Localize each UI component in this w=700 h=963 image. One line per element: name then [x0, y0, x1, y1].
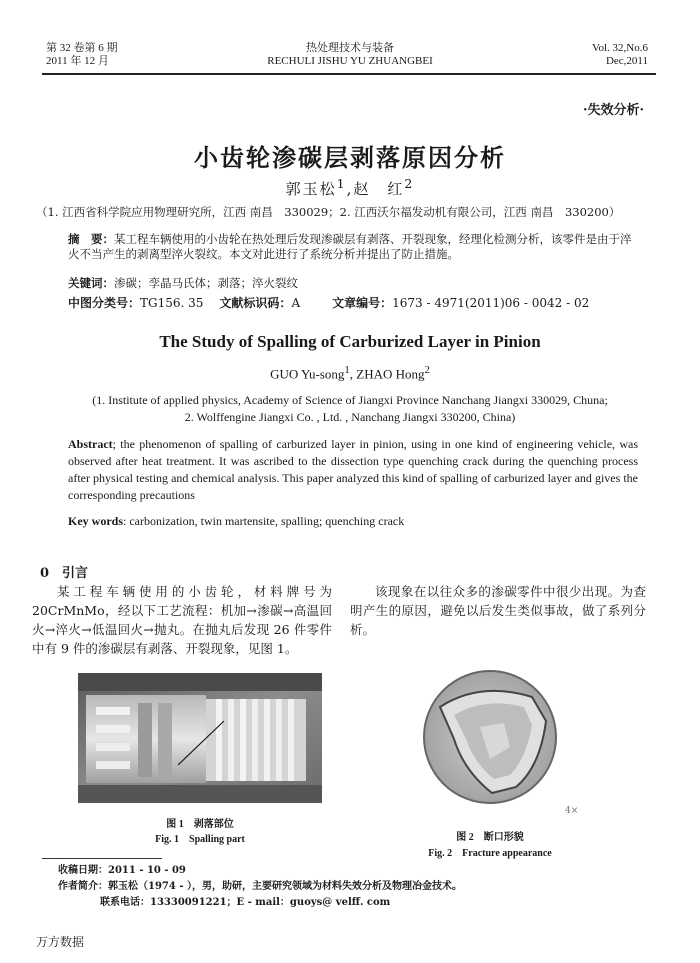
- figure-2-caption-cn: 图 2 断口形貌: [456, 832, 524, 843]
- figure-2-photo: [420, 667, 560, 807]
- abstract-cn: [68, 232, 638, 262]
- affiliation-cn: （1. 江西省科学院应用物理研究所，江西 南昌 330029；2. 江西沃尔福发动机有限公司，江西 南昌 330200）: [36, 205, 621, 219]
- author-1-affil-mark: 1: [336, 176, 347, 191]
- author-2-en-affil-mark: 2: [424, 364, 430, 376]
- journal-name-cn: 热处理技术与装备: [306, 42, 394, 54]
- abstract-en-text: ; the phenomenon of spalling of carburized layer in pinion, using in one kind of engineering vehicle, was observed after heat treatment. It was ascribed to the dissection type quenching crack during the quenching process after physical testing and chemical analysis. This paper analyzed this kind of spalling of carburized layer and gives the corresponding precautions: [68, 437, 638, 502]
- classification-line: [68, 294, 589, 311]
- author-2-cn: 赵 红: [353, 180, 405, 198]
- received-date: 2011 - 10 - 09: [108, 865, 186, 876]
- figure-1-photo: [78, 673, 322, 803]
- article-no-value: 1673 - 4971(2011)06 - 0042 - 02: [392, 296, 590, 310]
- affiliation-en-line1: (1. Institute of applied physics, Academy of Science of Jiangxi Province Nanchang Jiangxi 330029, Chuna;: [92, 393, 608, 407]
- header-divider: [42, 73, 656, 75]
- clc-value: TG156. 35: [140, 296, 204, 310]
- affiliation-en: [0, 392, 700, 426]
- figure-1-caption-cn: 图 1 剥落部位: [166, 819, 234, 830]
- paper-title-cn: 小齿轮渗碳层剥落原因分析: [194, 143, 506, 172]
- section-tag: ·失效分析·: [582, 103, 644, 118]
- author-separator: ,: [346, 180, 354, 198]
- keywords-cn-text: 渗碳；孪晶马氏体；剥落；淬火裂纹: [114, 276, 298, 290]
- authors-cn: [0, 176, 700, 199]
- abstract-cn-label: 摘 要：: [68, 232, 114, 246]
- footnote-contact: 联系电话：13330091221；E - mail：guoys@ velff. com: [100, 897, 391, 908]
- doc-code-value: A: [291, 296, 301, 310]
- affiliation-en-line2: 2. Wolffengine Jiangxi Co. , Ltd. , Nanchang Jiangxi 330200, China): [184, 410, 516, 424]
- author-en-separator: ,: [349, 366, 357, 382]
- author-1-en: GUO Yu-song: [270, 366, 345, 382]
- abstract-en: [68, 436, 638, 504]
- author-2-en: ZHAO Hong: [356, 366, 425, 382]
- article-no-label: 文章编号：: [332, 296, 393, 310]
- intro-paragraph-left: 某工程车辆使用的小齿轮，材料牌号为20CrMnMo，经以下工艺流程：机加→渗碳→高温回火→淬火→低温回火→抛丸。在抛丸后发现 26 件零件中有 9 件的渗碳层有剥落、开裂现象，见图 1。: [32, 584, 332, 656]
- intro-paragraph-right: 该现象在以往众多的渗碳零件中很少出现。为查明产生的原因，避免以后发生类似事故，做了系列分析。: [350, 584, 646, 637]
- abstract-cn-text: 某工程车辆使用的小齿轮在热处理后发现渗碳层有剥落、开裂现象，经理化检测分析，该零件是由于淬火不当产生的剥离型淬火裂纹。本文对此进行了系统分析并提出了防止措施。: [68, 232, 632, 261]
- author-1-cn: 郭玉松: [285, 180, 337, 198]
- bio-text: 郭玉松（1974 - ），男，助研，主要研究领域为材料失效分析及物理冶金技术。: [108, 881, 462, 892]
- abstract-en-label: Abstract: [68, 437, 113, 451]
- pinion-spalling-photo: [78, 673, 322, 803]
- paper-title-en: The Study of Spalling of Carburized Layer in Pinion: [159, 332, 541, 351]
- figure-2-caption-en: Fig. 2 Fracture appearance: [428, 848, 552, 859]
- author-2-affil-mark: 2: [404, 176, 415, 191]
- source-watermark: 万方数据: [36, 935, 85, 949]
- journal-volume-info-en: [592, 42, 648, 68]
- figure-1-caption-en: Fig. 1 Spalling part: [155, 834, 245, 845]
- footnote-author-bio: [58, 880, 462, 894]
- fracture-appearance-photo: [420, 667, 560, 807]
- issue-date-cn: 2011 年 12 月: [46, 55, 109, 67]
- issue-date-en: Dec,2011: [605, 55, 648, 67]
- footnote-divider: [42, 858, 162, 859]
- received-label: 收稿日期：: [58, 865, 108, 876]
- doc-code-label: 文献标识码：: [219, 296, 292, 310]
- keywords-en-label: Key words: [68, 514, 123, 528]
- clc-label: 中图分类号：: [68, 296, 141, 310]
- keywords-en-text: : carbonization, twin martensite, spalling; quenching crack: [123, 514, 405, 528]
- journal-name-pinyin: RECHULI JISHU YU ZHUANGBEI: [267, 55, 433, 67]
- keywords-cn: [68, 275, 298, 291]
- keywords-en: [68, 514, 404, 529]
- bio-label: 作者简介：: [58, 881, 108, 892]
- section-heading-intro: 0 引言: [40, 566, 89, 581]
- figure-2-magnification: 4×: [565, 806, 579, 816]
- keywords-cn-label: 关键词：: [68, 276, 114, 290]
- volume-issue-en: Vol. 32,No.6: [591, 42, 648, 54]
- volume-issue: 第 32 卷第 6 期: [46, 42, 118, 54]
- author-1-en-affil-mark: 1: [344, 364, 350, 376]
- authors-en: [0, 364, 700, 382]
- footnote-received: [58, 864, 186, 878]
